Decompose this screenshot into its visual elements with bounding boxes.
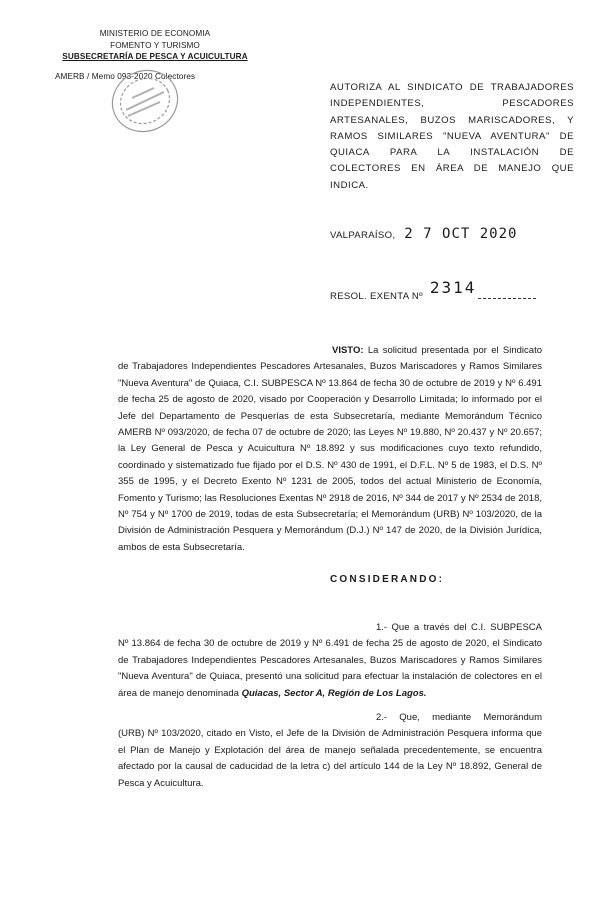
considerando-item-1 (118, 620, 542, 702)
letterhead-ministry: MINISTERIO DE ECONOMIA (99, 29, 211, 38)
number-underline (478, 298, 536, 299)
resolution-label: RESOL. EXENTA Nº (330, 291, 423, 302)
letterhead (55, 28, 255, 81)
letterhead-reference: AMERB / Memo 093-2020 Colectores (55, 72, 196, 81)
item-1-text: 1.- Que a través del C.I. SUBPESCA Nº 13.864 de fecha 30 de octubre de 2019 y Nº 6.491 de fecha 25 de agosto de 2020, el Sindicato de Trabajadores Independientes Pescadores Artesanales, Buzos Mariscadores y Ramos Similares "Nueva Aventura" de Quiaca, presentó una solicitud para efectuar la instalación de colectores en el área de manejo denominada (118, 622, 542, 699)
resolution-number-value: 2314 (429, 278, 477, 297)
visto-paragraph (118, 343, 542, 556)
place-date (330, 226, 517, 242)
letterhead-subsecretaria: SUBSECRETARÍA DE PESCA Y ACUICULTURA (62, 52, 248, 61)
item-2-text: 2.- Que, mediante Memorándum (URB) Nº 103/2020, citado en Visto, el Jefe de la División de Administración Pesquera informa que el Plan de Manejo y Explotación del área de manejo señalada precedentemente, se encuentra afectado por la causal de caducidad de la letra c) del artículo 144 de la Ley Nº 18.892, General de Pesca y Acuicultura. (118, 712, 542, 789)
date-stamp: 2 7 OCT 2020 (404, 226, 518, 242)
resolution-title: AUTORIZA AL SINDICATO DE TRABAJADORES INDEPENDIENTES, PESCADORES ARTESANALES, BUZOS MARISCADORES, Y RAMOS SIMILARES "NUEVA AVENTURA" DE QUIACA PARA LA INSTALACIÓN DE COLECTORES EN ÁREA DE MANEJO QUE INDICA. (330, 82, 574, 191)
received-stamp (106, 62, 184, 140)
letterhead-ministry-2: FOMENTO Y TURISMO (110, 40, 200, 50)
visto-text: La solicitud presentada por el Sindicato de Trabajadores Independientes Pescadores Artesanales, Buzos Mariscadores y Ramos Similares "Nueva Aventura" de Quiaca, C.I. SUBPESCA Nº 13.864 de fecha 30 de octubre de 2019 y Nº 6.491 de fecha 25 de agosto de 2020, visado por Cooperación y Desarrollo Limitada; lo informado por el Jefe del Departamento de Pesquerías de esta Subsecretaría, mediante Memorándum Técnico AMERB Nº 093/2020, de fecha 07 de octubre de 2020; las Leyes Nº 19.880, Nº 20.437 y Nº 20.657; la Ley General de Pesca y Acuicultura Nº 18.892 y sus modificaciones cuyo texto refundido, coordinado y sistematizado fue fijado por el D.S. Nº 430 de 1991, el D.F.L. Nº 5 de 1983, el D.S. Nº 355 de 1995, y el Decreto Exento Nº 1231 de 2005, todos del actual Ministerio de Economía, Fomento y Turismo; las Resoluciones Exentas Nº 2918 de 2016, Nº 344 de 2017 y Nº 2534 de 2018, Nº 754 y Nº 1700 de 2019, todas de esta Subsecretaría; el Memorándum (URB) Nº 103/2020, de la División de Administración Pesquera y Memorándum (D.J.) Nº 147 de 2020, de la División Jurídica, ambos de esta Subsecretaría. (118, 345, 542, 553)
considerando-heading: CONSIDERANDO: (330, 574, 445, 585)
place-label: VALPARAÍSO, (330, 230, 396, 241)
considerando-item-2 (118, 710, 542, 792)
area-name: Quiacas, Sector A, Región de Los Lagos. (241, 687, 427, 699)
visto-label: VISTO: (332, 345, 364, 356)
resolution-number (330, 278, 536, 303)
